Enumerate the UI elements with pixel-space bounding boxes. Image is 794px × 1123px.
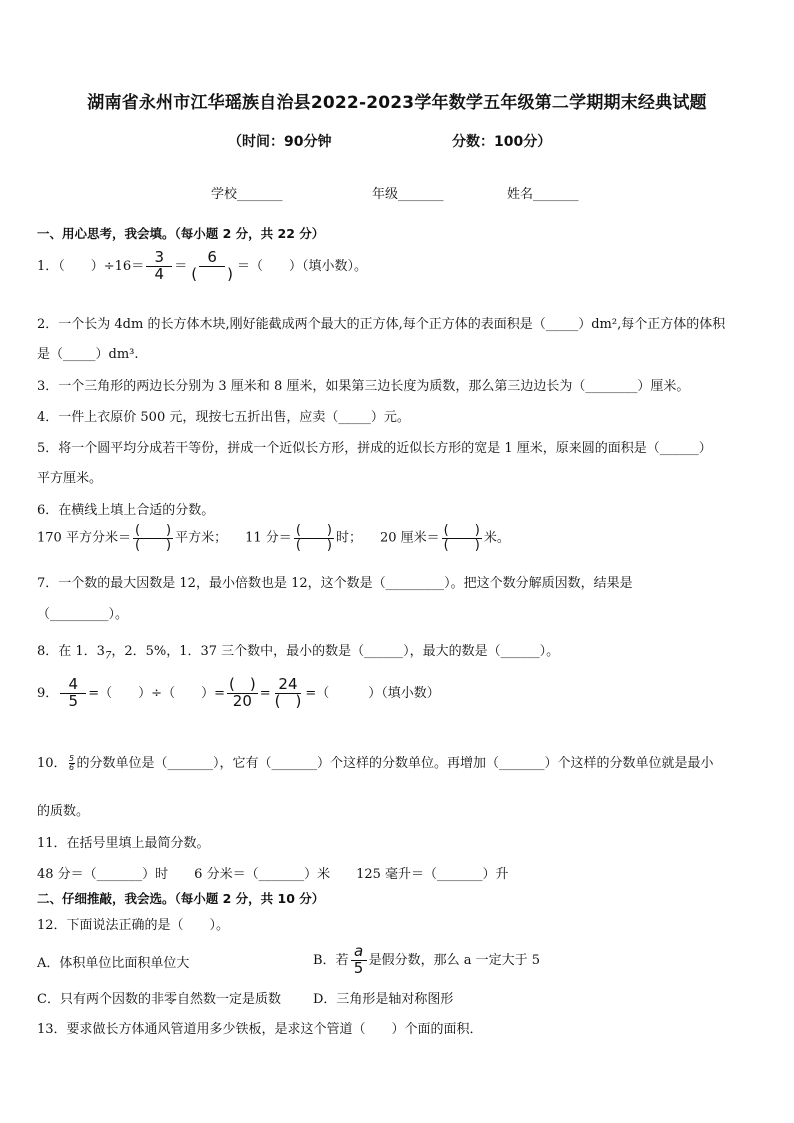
section-1-title: 一、用心思考，我会填。（每小题 2 分，共 22 分） — [37, 226, 325, 241]
q12-b-prefix: B．若 — [313, 952, 349, 968]
question-5-line-2: 平方厘米。 — [37, 471, 103, 486]
name-field: 姓名_______ — [507, 187, 579, 202]
q9-fraction-2 — [227, 677, 258, 710]
q6-a-den: ( ) — [134, 537, 172, 553]
q9-f2-num: ( ) — [228, 675, 256, 693]
section-2-title: 二、仔细推敲，我会选。（每小题 2 分，共 10 分） — [37, 891, 325, 906]
question-4: 4．一件上衣原价 500 元，现按七五折出售，应卖（_____）元。 — [37, 410, 410, 425]
question-12-title: 12．下面说法正确的是（ ）。 — [37, 918, 230, 933]
q1-prefix: 1．（ ）÷16＝ — [37, 258, 145, 274]
question-11-items: 48 分＝（_______）时 6 分米＝（_______）米 125 毫升＝（_______）升 — [37, 867, 509, 882]
question-7-line-1: 7．一个数的最大因数是 12，最小倍数也是 12，这个数是（_________）。把这个数分解质因数，结果是 — [37, 576, 633, 591]
q1-f2-den: ( ) — [191, 264, 233, 283]
question-10-line-1 — [37, 752, 714, 772]
q8-repeat-digit: 7 — [104, 650, 112, 662]
q6-b-den: ( ) — [295, 537, 332, 553]
q9-f3-num: 24 — [275, 677, 301, 694]
q10-prefix: 10． — [37, 756, 67, 771]
exam-time: （时间：90分钟 — [228, 134, 332, 150]
q9-middle-1: =（ ）÷（ ）= — [88, 685, 225, 701]
question-2-line-2: 是（_____）dm³. — [37, 347, 139, 362]
q1-suffix: ＝（ ）（填小数）。 — [236, 258, 367, 274]
q12-option-a: A．体积单位比面积单位大 — [37, 956, 190, 971]
question-6-items — [37, 524, 510, 552]
q6-a-num: ( ) — [134, 523, 172, 538]
q1-equals: ＝ — [174, 258, 188, 274]
q6-c-den: ( ) — [443, 537, 480, 553]
question-2-line-1: 2．一个长为 4dm 的长方体木块,刚好能截成两个最大的正方体,每个正方体的表面积是（_____）dm²,每个正方体的体积 — [37, 317, 726, 332]
question-7-line-2: （_________）。 — [37, 607, 129, 622]
q6-a-suffix: 平方米； — [175, 530, 228, 546]
exam-score: 分数：100分） — [452, 134, 552, 150]
grade-field: 年级_______ — [372, 187, 444, 202]
question-13: 13．要求做长方体通风管道用多少铁板，是求这个管道（ ）个面的面积． — [37, 1022, 483, 1037]
q1-f1-den: 4 — [154, 264, 164, 283]
q1-f2-num: 6 — [199, 250, 225, 267]
question-1 — [37, 250, 367, 283]
q9-f1-den: 5 — [68, 691, 79, 710]
question-5-line-1: 5．将一个圆平均分成若干等份，拼成一个近似长方形，拼成的近似长方形的宽是 1 厘米，原来圆的面积是（______） — [37, 441, 712, 456]
q12-b-suffix: 是假分数，那么 a 一定大于 5 — [368, 952, 540, 968]
q6-c-prefix: 20 厘米＝ — [379, 530, 440, 546]
q9-suffix: =（ ）（填小数） — [305, 685, 440, 701]
q9-middle-2: = — [259, 685, 271, 701]
question-9 — [37, 677, 440, 710]
q1-f1-num: 3 — [146, 250, 172, 267]
question-11-title: 11．在括号里填上最简分数。 — [37, 836, 210, 851]
q10-text: 的分数单位是（_______），它有（_______）个这样的分数单位。再增加（_______）个这样的分数单位就是最小 — [76, 756, 714, 771]
q10-f-num: 5 — [69, 754, 75, 763]
q1-fraction-2 — [189, 250, 235, 283]
q9-f1-num: 4 — [60, 677, 86, 694]
q10-fraction — [69, 755, 75, 772]
q9-prefix: 9． — [37, 685, 59, 701]
question-3: 3．一个三角形的两边长分别为 3 厘米和 8 厘米，如果第三边长度为质数，那么第三边边长为（________）厘米。 — [37, 379, 690, 394]
q8-suffix: ，2．5%，1．37 三个数中，最小的数是（______），最大的数是（______）。 — [111, 644, 560, 659]
q6-b-num: ( ) — [295, 523, 332, 538]
q12-b-fraction — [351, 944, 367, 977]
q6-b-suffix: 时； — [335, 530, 362, 546]
q12-b-num: a — [351, 944, 367, 961]
q6-a-fraction — [133, 524, 173, 552]
question-8 — [37, 640, 559, 662]
q9-fraction-1 — [60, 677, 86, 710]
q12-b-den: 5 — [353, 958, 364, 977]
q8-prefix: 8．在 1．3 — [37, 644, 105, 659]
q6-c-suffix: 米。 — [483, 530, 510, 546]
school-field: 学校_______ — [211, 187, 283, 202]
q1-fraction-1 — [146, 250, 172, 283]
q6-a-prefix: 170 平方分米＝ — [37, 530, 131, 546]
question-10-line-2: 的质数。 — [37, 804, 90, 819]
question-6-title: 6．在横线上填上合适的分数。 — [37, 503, 215, 518]
q12-option-c: C．只有两个因数的非零自然数一定是质数 — [37, 992, 281, 1007]
q9-f2-den: 20 — [232, 691, 252, 710]
q9-f3-den: ( ) — [274, 691, 302, 710]
q12-option-d: D．三角形是轴对称图形 — [313, 992, 454, 1007]
q9-fraction-3 — [273, 677, 304, 710]
q10-f-den: 6 — [69, 763, 75, 772]
q6-c-num: ( ) — [443, 523, 480, 538]
q12-option-b — [313, 944, 540, 977]
q6-b-fraction — [294, 524, 334, 552]
q6-b-prefix: 11 分＝ — [245, 530, 292, 546]
exam-title: 湖南省永州市江华瑶族自治县2022-2023学年数学五年级第二学期期末经典试题 — [87, 93, 707, 113]
q6-c-fraction — [442, 524, 482, 552]
